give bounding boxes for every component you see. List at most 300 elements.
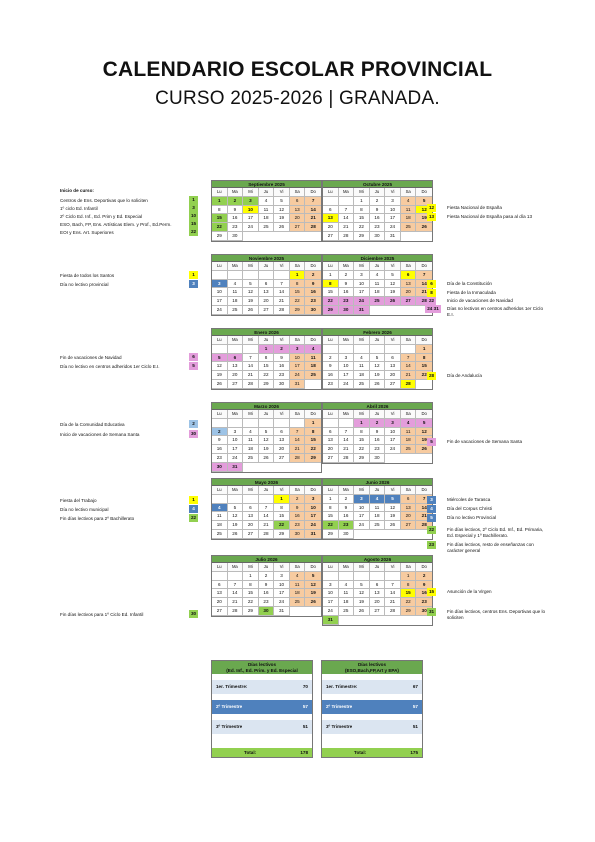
day-cell: 20 <box>212 598 228 607</box>
day-cell: 30 <box>228 232 244 241</box>
day-cell: 20 <box>243 521 259 530</box>
day-cell: 21 <box>416 288 432 297</box>
day-cell: 6 <box>323 428 339 437</box>
day-cell: 18 <box>259 214 275 223</box>
weekday-label: Vi <box>385 336 401 345</box>
day-cell: 9 <box>339 280 355 289</box>
day-cell: 30 <box>370 454 386 463</box>
month-12 <box>322 555 433 626</box>
day-cell: 17 <box>274 589 290 598</box>
legend-left-text: Fin días lectivos para 1º Ciclo Ed. Infantil <box>60 612 144 617</box>
day-cell: 11 <box>401 428 417 437</box>
day-cell: 19 <box>385 512 401 521</box>
month-6 <box>322 328 433 390</box>
day-cell: 1 <box>290 271 306 280</box>
day-cell: 15 <box>290 288 306 297</box>
day-cell: 27 <box>212 607 228 616</box>
summary-header: Días lectivos (ESO,Bach,FP,Art y EPA) <box>322 661 422 674</box>
day-cell: 28 <box>339 454 355 463</box>
day-cell: 20 <box>370 598 386 607</box>
day-cell: 20 <box>401 288 417 297</box>
weekday-label: Do <box>416 262 432 271</box>
day-cell: 27 <box>323 232 339 241</box>
weekday-label: Sa <box>401 262 417 271</box>
weekday-label: Vi <box>274 410 290 419</box>
day-cell: 1 <box>305 419 321 428</box>
month-3 <box>211 254 322 316</box>
day-cell: 8 <box>323 280 339 289</box>
day-cell: 1 <box>323 271 339 280</box>
empty-cell <box>243 419 259 428</box>
day-cell: 19 <box>416 214 432 223</box>
legend-right-text: Fin de vacaciones de Semana Santa <box>447 439 523 444</box>
day-cell: 6 <box>228 354 244 363</box>
summary-row: 1er. Trimestre: 67 <box>322 680 422 694</box>
day-cell: 26 <box>416 223 432 232</box>
weekday-label: Sa <box>290 563 306 572</box>
month-name: Junio 2026 <box>323 479 432 486</box>
empty-cell <box>212 345 228 354</box>
weekday-label: Ma <box>228 563 244 572</box>
weekday-label: Do <box>305 563 321 572</box>
day-cell: 3 <box>339 354 355 363</box>
day-cell: 20 <box>323 223 339 232</box>
weekday-label: Mi <box>243 410 259 419</box>
day-cell: 19 <box>243 297 259 306</box>
day-cell: 29 <box>401 607 417 616</box>
empty-cell <box>228 345 244 354</box>
day-cell: 26 <box>385 521 401 530</box>
weekday-label: Ma <box>228 336 244 345</box>
weekday-label: Ma <box>228 262 244 271</box>
day-cell: 25 <box>228 306 244 315</box>
day-cell: 13 <box>323 214 339 223</box>
legend-left-text: Fin días lectivos para 2º Bachillerato <box>60 516 135 521</box>
day-cell: 2 <box>339 271 355 280</box>
weekday-label: Lu <box>212 563 228 572</box>
weekday-label: Mi <box>243 262 259 271</box>
weekday-label: Do <box>305 262 321 271</box>
day-cell: 22 <box>259 371 275 380</box>
day-cell: 22 <box>416 371 432 380</box>
day-cell: 9 <box>416 581 432 590</box>
weekday-label: Lu <box>323 188 339 197</box>
day-cell: 18 <box>339 598 355 607</box>
day-cell: 11 <box>339 589 355 598</box>
legend-right-swatch: 5 <box>427 438 436 446</box>
day-cell: 8 <box>212 206 228 215</box>
day-cell: 19 <box>259 445 275 454</box>
day-cell: 8 <box>401 581 417 590</box>
day-cell: 13 <box>212 589 228 598</box>
day-cell: 7 <box>259 504 275 513</box>
day-cell: 27 <box>401 521 417 530</box>
day-cell: 2 <box>274 345 290 354</box>
legend-left-swatch: 1 <box>189 496 198 504</box>
day-cell: 22 <box>323 521 339 530</box>
day-cell: 16 <box>274 362 290 371</box>
legend-left-text: Día no lectivo municipal <box>60 507 109 512</box>
day-cell: 17 <box>323 598 339 607</box>
day-cell: 7 <box>416 271 432 280</box>
day-cell: 24 <box>212 306 228 315</box>
day-cell: 26 <box>228 530 244 539</box>
weekday-label: Sa <box>290 336 306 345</box>
day-cell: 18 <box>354 371 370 380</box>
day-cell: 29 <box>274 530 290 539</box>
legend-left-text: Inicio de curso: <box>60 188 94 193</box>
weekday-label: Lu <box>323 262 339 271</box>
legend-right-text: Fin días lectivos, 2º Ciclo Ed. Inf., Ed. Primaria, Ed. Especial y 1º Bachillerato. <box>447 527 544 538</box>
day-cell: 23 <box>228 223 244 232</box>
weekday-label: Lu <box>212 262 228 271</box>
month-2 <box>322 180 433 242</box>
weekday-label: Ma <box>339 486 355 495</box>
day-cell: 3 <box>385 197 401 206</box>
day-cell: 11 <box>354 362 370 371</box>
day-cell: 29 <box>290 306 306 315</box>
month-7 <box>211 402 322 473</box>
day-cell: 20 <box>323 445 339 454</box>
weekday-label: Ma <box>339 262 355 271</box>
day-cell: 6 <box>290 197 306 206</box>
empty-cell <box>385 572 401 581</box>
day-cell: 25 <box>290 598 306 607</box>
day-cell: 21 <box>228 598 244 607</box>
empty-cell <box>274 271 290 280</box>
day-cell: 31 <box>290 380 306 389</box>
day-cell: 25 <box>354 380 370 389</box>
weekday-label: Ju <box>259 336 275 345</box>
weekday-label: Lu <box>323 486 339 495</box>
day-cell: 9 <box>305 280 321 289</box>
day-cell: 7 <box>385 581 401 590</box>
day-cell: 26 <box>416 445 432 454</box>
day-cell: 26 <box>385 297 401 306</box>
day-cell: 4 <box>259 197 275 206</box>
weekday-label: Ma <box>339 188 355 197</box>
day-cell: 28 <box>401 380 417 389</box>
day-cell: 29 <box>212 232 228 241</box>
day-cell: 9 <box>228 206 244 215</box>
day-cell: 4 <box>401 197 417 206</box>
day-cell: 4 <box>339 581 355 590</box>
day-cell: 31 <box>274 607 290 616</box>
day-cell: 24 <box>385 445 401 454</box>
day-cell: 2 <box>416 572 432 581</box>
day-cell: 26 <box>259 454 275 463</box>
day-cell: 16 <box>212 445 228 454</box>
day-cell: 25 <box>305 371 321 380</box>
empty-cell <box>323 345 339 354</box>
weekday-label: Vi <box>385 262 401 271</box>
weekday-label: Mi <box>354 262 370 271</box>
day-cell: 28 <box>385 607 401 616</box>
day-cell: 15 <box>354 214 370 223</box>
legend-left-swatch: 4 <box>189 505 198 513</box>
day-cell: 20 <box>401 512 417 521</box>
day-cell: 28 <box>290 454 306 463</box>
day-cell: 14 <box>259 512 275 521</box>
day-cell: 21 <box>339 223 355 232</box>
day-cell: 5 <box>274 197 290 206</box>
weekday-label: Sa <box>401 188 417 197</box>
summary-row: 3º Trimestre 51 <box>212 720 312 734</box>
day-cell: 11 <box>370 280 386 289</box>
day-cell: 30 <box>212 463 228 472</box>
day-cell: 6 <box>274 428 290 437</box>
day-cell: 1 <box>401 572 417 581</box>
day-cell: 28 <box>228 607 244 616</box>
day-cell: 31 <box>385 232 401 241</box>
day-cell: 19 <box>370 371 386 380</box>
weekday-label: Sa <box>401 486 417 495</box>
legend-left-text: Inicio de vacaciones de Semana Santa <box>60 432 140 437</box>
day-cell: 28 <box>243 380 259 389</box>
day-cell: 5 <box>354 581 370 590</box>
day-cell: 14 <box>290 436 306 445</box>
day-cell: 30 <box>274 380 290 389</box>
legend-left-text: Fin de vacaciones de Navidad <box>60 355 122 360</box>
day-cell: 25 <box>401 445 417 454</box>
empty-cell <box>370 572 386 581</box>
empty-cell <box>323 572 339 581</box>
day-cell: 22 <box>354 223 370 232</box>
weekday-label: Mi <box>243 336 259 345</box>
weekday-label: Do <box>416 486 432 495</box>
day-cell: 25 <box>212 530 228 539</box>
day-cell: 17 <box>290 362 306 371</box>
day-cell: 16 <box>290 512 306 521</box>
day-cell: 5 <box>416 419 432 428</box>
weekday-label: Vi <box>274 188 290 197</box>
summary-table-eso <box>321 660 423 758</box>
day-cell: 26 <box>212 380 228 389</box>
weekday-label: Do <box>416 563 432 572</box>
day-cell: 3 <box>212 280 228 289</box>
legend-right-swatch: 15 <box>428 589 435 594</box>
day-cell: 25 <box>370 521 386 530</box>
empty-cell <box>339 345 355 354</box>
month-name: Octubre 2025 <box>323 181 432 188</box>
summary-header: Días lectivos (Ed. Inf., Ed. Prim. y Ed. Especial <box>212 661 312 674</box>
day-cell: 21 <box>305 214 321 223</box>
day-cell: 2 <box>323 354 339 363</box>
weekday-label: Do <box>416 410 432 419</box>
day-cell: 8 <box>354 206 370 215</box>
empty-cell <box>228 419 244 428</box>
day-cell: 2 <box>370 419 386 428</box>
day-cell: 18 <box>370 512 386 521</box>
day-cell: 5 <box>259 428 275 437</box>
day-cell: 5 <box>305 572 321 581</box>
weekday-label: Vi <box>274 262 290 271</box>
day-cell: 22 <box>354 445 370 454</box>
weekday-label: Vi <box>385 188 401 197</box>
weekday-label: Do <box>305 486 321 495</box>
day-cell: 7 <box>339 206 355 215</box>
day-cell: 23 <box>274 371 290 380</box>
weekday-label: Ma <box>339 563 355 572</box>
day-cell: 10 <box>290 354 306 363</box>
day-cell: 21 <box>290 445 306 454</box>
month-name: Enero 2026 <box>212 329 321 336</box>
day-cell: 17 <box>385 436 401 445</box>
empty-cell <box>243 345 259 354</box>
day-cell: 11 <box>212 512 228 521</box>
day-cell: 15 <box>212 214 228 223</box>
empty-cell <box>274 419 290 428</box>
empty-cell <box>401 345 417 354</box>
empty-cell <box>228 495 244 504</box>
day-cell: 3 <box>323 581 339 590</box>
weekday-label: Vi <box>385 410 401 419</box>
day-cell: 14 <box>401 362 417 371</box>
day-cell: 3 <box>354 271 370 280</box>
summary-row: 1er. Trimestre: 70 <box>212 680 312 694</box>
summary-row: 2º Trimestre 57 <box>212 700 312 714</box>
day-cell: 5 <box>228 504 244 513</box>
day-cell: 7 <box>274 280 290 289</box>
weekday-label: Ju <box>259 188 275 197</box>
day-cell: 12 <box>305 581 321 590</box>
day-cell: 11 <box>228 288 244 297</box>
day-cell: 1 <box>323 495 339 504</box>
weekday-label: Sa <box>401 410 417 419</box>
legend-right-text: Fiesta Nacional de España <box>447 205 502 210</box>
day-cell: 27 <box>259 306 275 315</box>
day-cell: 11 <box>290 581 306 590</box>
legend-right-swatch: 6 <box>427 280 436 288</box>
day-cell: 29 <box>243 607 259 616</box>
day-cell: 23 <box>305 297 321 306</box>
weekday-label: Mi <box>354 336 370 345</box>
day-cell: 25 <box>339 607 355 616</box>
month-1 <box>211 180 322 242</box>
legend-right-swatch: 3 <box>427 496 436 504</box>
day-cell: 31 <box>323 616 339 625</box>
day-cell: 6 <box>259 280 275 289</box>
day-cell: 30 <box>339 306 355 315</box>
legend-left-text: Fiesta de todos los Santos <box>60 273 115 278</box>
weekday-label: Lu <box>323 563 339 572</box>
day-cell: 25 <box>370 297 386 306</box>
day-cell: 16 <box>305 288 321 297</box>
day-cell: 1 <box>354 419 370 428</box>
weekday-label: Mi <box>354 188 370 197</box>
day-cell: 29 <box>305 454 321 463</box>
day-cell: 26 <box>370 380 386 389</box>
day-cell: 16 <box>323 371 339 380</box>
month-name: Noviembre 2025 <box>212 255 321 262</box>
day-cell: 30 <box>290 530 306 539</box>
day-cell: 10 <box>385 428 401 437</box>
empty-cell <box>259 419 275 428</box>
legend-left-text: Día de la Comunidad Educativa <box>60 422 125 427</box>
weekday-label: Mi <box>354 563 370 572</box>
day-cell: 10 <box>274 581 290 590</box>
day-cell: 20 <box>259 297 275 306</box>
day-cell: 16 <box>228 214 244 223</box>
month-10 <box>322 478 433 540</box>
day-cell: 1 <box>212 197 228 206</box>
day-cell: 12 <box>212 362 228 371</box>
day-cell: 2 <box>370 197 386 206</box>
day-cell: 12 <box>354 589 370 598</box>
day-cell: 5 <box>243 280 259 289</box>
legend-right-text: Día de la Constitución <box>447 281 492 286</box>
day-cell: 16 <box>370 436 386 445</box>
day-cell: 15 <box>259 362 275 371</box>
legend-left-text: Fiesta del Trabajo <box>60 498 97 503</box>
day-cell: 2 <box>290 495 306 504</box>
day-cell: 7 <box>401 354 417 363</box>
day-cell: 19 <box>305 589 321 598</box>
weekday-label: Ju <box>370 486 386 495</box>
legend-left-swatch: 6 <box>189 353 198 361</box>
legend-right-swatch: 24 31 <box>425 305 441 313</box>
day-cell: 22 <box>290 297 306 306</box>
day-cell: 23 <box>339 297 355 306</box>
weekday-label: Do <box>416 188 432 197</box>
day-cell: 8 <box>416 354 432 363</box>
day-cell: 3 <box>354 495 370 504</box>
day-cell: 20 <box>228 371 244 380</box>
day-cell: 8 <box>354 428 370 437</box>
day-cell: 10 <box>323 589 339 598</box>
day-cell: 1 <box>259 345 275 354</box>
day-cell: 22 <box>401 598 417 607</box>
day-cell: 19 <box>354 598 370 607</box>
month-name: Mayo 2026 <box>212 479 321 486</box>
day-cell: 19 <box>416 436 432 445</box>
empty-cell <box>323 419 339 428</box>
weekday-label: Ju <box>259 262 275 271</box>
day-cell: 7 <box>243 354 259 363</box>
day-cell: 8 <box>290 280 306 289</box>
legend-right-swatch: 28 <box>428 373 435 378</box>
day-cell: 5 <box>212 354 228 363</box>
day-cell: 23 <box>339 521 355 530</box>
day-cell: 29 <box>354 232 370 241</box>
day-cell: 13 <box>259 288 275 297</box>
weekday-label: Ma <box>228 486 244 495</box>
day-cell: 9 <box>290 504 306 513</box>
day-cell: 4 <box>228 280 244 289</box>
day-cell: 27 <box>323 454 339 463</box>
summary-table-infantil <box>211 660 313 758</box>
day-cell: 22 <box>274 521 290 530</box>
month-name: Marzo 2026 <box>212 403 321 410</box>
day-cell: 12 <box>370 362 386 371</box>
day-cell: 22 <box>243 598 259 607</box>
day-cell: 30 <box>305 306 321 315</box>
legend-left-text: ESO, Bach, FP, Ens. Artísticas Elem. y Prof., Ed.Perm. <box>60 222 172 227</box>
weekday-label: Ju <box>259 563 275 572</box>
day-cell: 20 <box>274 445 290 454</box>
legend-right-text: Asunción de la Virgen <box>447 589 492 594</box>
day-cell: 2 <box>228 197 244 206</box>
day-cell: 24 <box>228 454 244 463</box>
weekday-label: Ju <box>259 486 275 495</box>
legend-left-swatch: 10 <box>190 213 197 218</box>
empty-cell <box>323 197 339 206</box>
day-cell: 28 <box>416 521 432 530</box>
month-name: Febrero 2026 <box>323 329 432 336</box>
day-cell: 3 <box>290 345 306 354</box>
day-cell: 5 <box>370 354 386 363</box>
day-cell: 27 <box>290 223 306 232</box>
